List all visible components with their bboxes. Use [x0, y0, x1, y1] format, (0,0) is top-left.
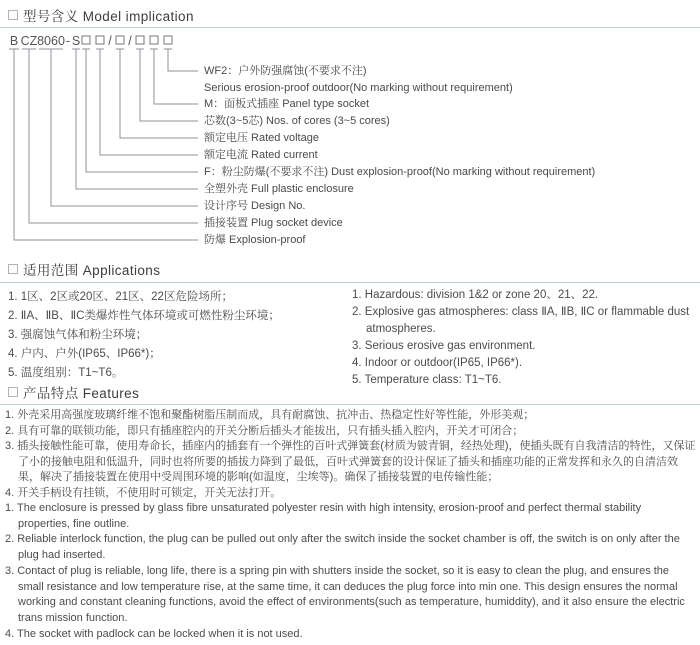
connector-line: [9, 49, 198, 240]
model-section-title: 型号含义 Model implication: [23, 9, 194, 24]
feature-item-zh: 2. 具有可靠的联锁功能，即只有插座腔内的开关分断后插头才能拔出，只有插头插入腔内，开关才可闭合；: [5, 424, 524, 437]
model-code-text: /: [108, 34, 112, 48]
feature-item-en: 3. Contact of plug is reliable, long life, there is a spring pin with shutters inside the socket, so it is easy to clean the plug, and ensures the small resistance and low temperature rise, at the same time, it can deduces the plug force into min one. This design ensures the normal working and constant cleaning functions, avoid the effect of environments(such as temperature, humiddity), and it also ensure the electric trans mission function.: [5, 564, 685, 624]
model-code-box: [136, 36, 144, 44]
model-code-box: [82, 36, 90, 44]
feature-item-en: 4. The socket with padlock can be locked when it is not used.: [5, 627, 303, 640]
model-code-text: S: [71, 34, 81, 48]
model-code-text: CZ: [20, 34, 38, 48]
list-item: 1. Hazardous: division 1&2 or zone 20、21、22.: [352, 289, 599, 301]
feature-item-zh: 4. 开关手柄设有挂锁，不使用时可锁定，开关无法打开。: [5, 486, 282, 499]
list-item: 4. 户内、户外(IP65、IP66*)；: [8, 348, 161, 360]
model-label-rated-current: 额定电流 Rated current: [204, 149, 318, 161]
feature-item-en: 1. The enclosure is pressed by glass fibre unsaturated polyester resin with high intensity, erosion-proof and perfect thermal stability properties, fine outline.: [5, 502, 642, 530]
applications-list-en: [352, 287, 696, 389]
model-code-text: /: [128, 34, 132, 48]
connector-line: [164, 49, 198, 71]
connector-line: [72, 49, 198, 189]
connector-line: [150, 49, 198, 104]
list-item: 2. ⅡA、ⅡB、ⅡC类爆炸性气体环境或可燃性粉尘环境；: [8, 310, 280, 322]
features-section-title: 产品特点 Features: [23, 386, 140, 401]
connector-line: [136, 49, 198, 121]
model-code-text: B: [9, 34, 19, 48]
applications-list-zh: [8, 288, 348, 383]
list-item: 2. Explosive gas atmospheres: class ⅡA, ⅡB, ⅡC or flammable dust atmospheres.: [352, 306, 690, 335]
list-item: 5. Temperature class: T1~T6.: [352, 374, 502, 386]
model-code-box: [150, 36, 158, 44]
section-marker-icon: [8, 264, 18, 274]
model-label-panel-socket: M：面板式插座 Panel type socket: [204, 98, 370, 110]
feature-item-zh: 3. 插头接触性能可靠，使用寿命长，插座内的插套有一个弹性的百叶式弹簧套(材质为铍青铜，经热处理)，使插头既有自我清洁的特性，又保证了小的接触电阻和低温升，同时也将所要的插拔力降到了最低，百叶式弹簧套的设计保证了插头和插座功能的正常发挥和永久的自清洁效果，解决了插接装置在使用中受周围环境的影响(如温度，尘埃等)。确保了插接装置的电传输性能；: [5, 440, 696, 483]
model-label-wf2: WF2：户外防强腐蚀(不要求不注): [204, 65, 367, 77]
list-item: 1. 1区、2区或20区、21区、22区危险场所；: [8, 291, 233, 303]
features-list-en: [5, 501, 696, 642]
section-divider: [0, 282, 700, 283]
list-item: 4. Indoor or outdoor(IP65, IP66*).: [352, 357, 523, 369]
model-label-wf2-en: Serious erosion-proof outdoor(No marking without requirement): [204, 82, 513, 94]
connector-line: [39, 49, 198, 206]
section-marker-icon: [8, 10, 18, 20]
features-list-zh: [5, 408, 696, 501]
section-divider: [0, 404, 700, 405]
model-label-design-no: 设计序号 Design No.: [204, 200, 306, 212]
model-code-box: [164, 36, 172, 44]
section-divider: [0, 27, 700, 28]
model-diagram: [0, 32, 700, 254]
connector-line: [116, 49, 198, 138]
model-code-text: 8060: [37, 34, 65, 48]
model-label-explosion-proof: 防爆 Explosion-proof: [204, 234, 306, 246]
model-label-enclosure: 全塑外壳 Full plastic enclosure: [204, 183, 354, 195]
feature-item-en: 2. Reliable interlock function, the plug can be pulled out only after the switch inside the socket chamber is off, the switch is on only after the plug had inserted.: [5, 533, 680, 562]
applications-section-title: 适用范围 Applications: [23, 263, 161, 278]
model-code-box: [96, 36, 104, 44]
model-label-dust-proof: F：粉尘防爆(不要求不注) Dust explosion-proof(No marking without requirement): [204, 166, 596, 178]
list-item: 3. Serious erosive gas environment.: [352, 340, 536, 352]
applications-section-header: [8, 260, 160, 278]
model-label-rated-voltage: 额定电压 Rated voltage: [204, 132, 319, 144]
list-item: 3. 强腐蚀气体和粉尘环境；: [8, 329, 148, 341]
feature-item-zh: 1. 外壳采用高强度玻璃纤维不饱和聚酯树脂压制而成，具有耐腐蚀、抗冲击、热稳定性好等性能，外形美观；: [5, 409, 535, 421]
model-code-text: -: [65, 34, 71, 48]
model-section-header: [8, 6, 194, 24]
model-code-box: [116, 36, 124, 44]
model-label-plug-device: 插接装置 Plug socket device: [204, 217, 343, 229]
model-label-cores: 芯数(3~5芯) Nos. of cores (3~5 cores): [204, 115, 390, 127]
section-marker-icon: [8, 387, 18, 397]
features-section-header: [8, 383, 139, 401]
connector-line: [96, 49, 198, 155]
connector-line: [22, 49, 198, 223]
list-item: 5. 温度组别：T1~T6。: [8, 367, 124, 379]
